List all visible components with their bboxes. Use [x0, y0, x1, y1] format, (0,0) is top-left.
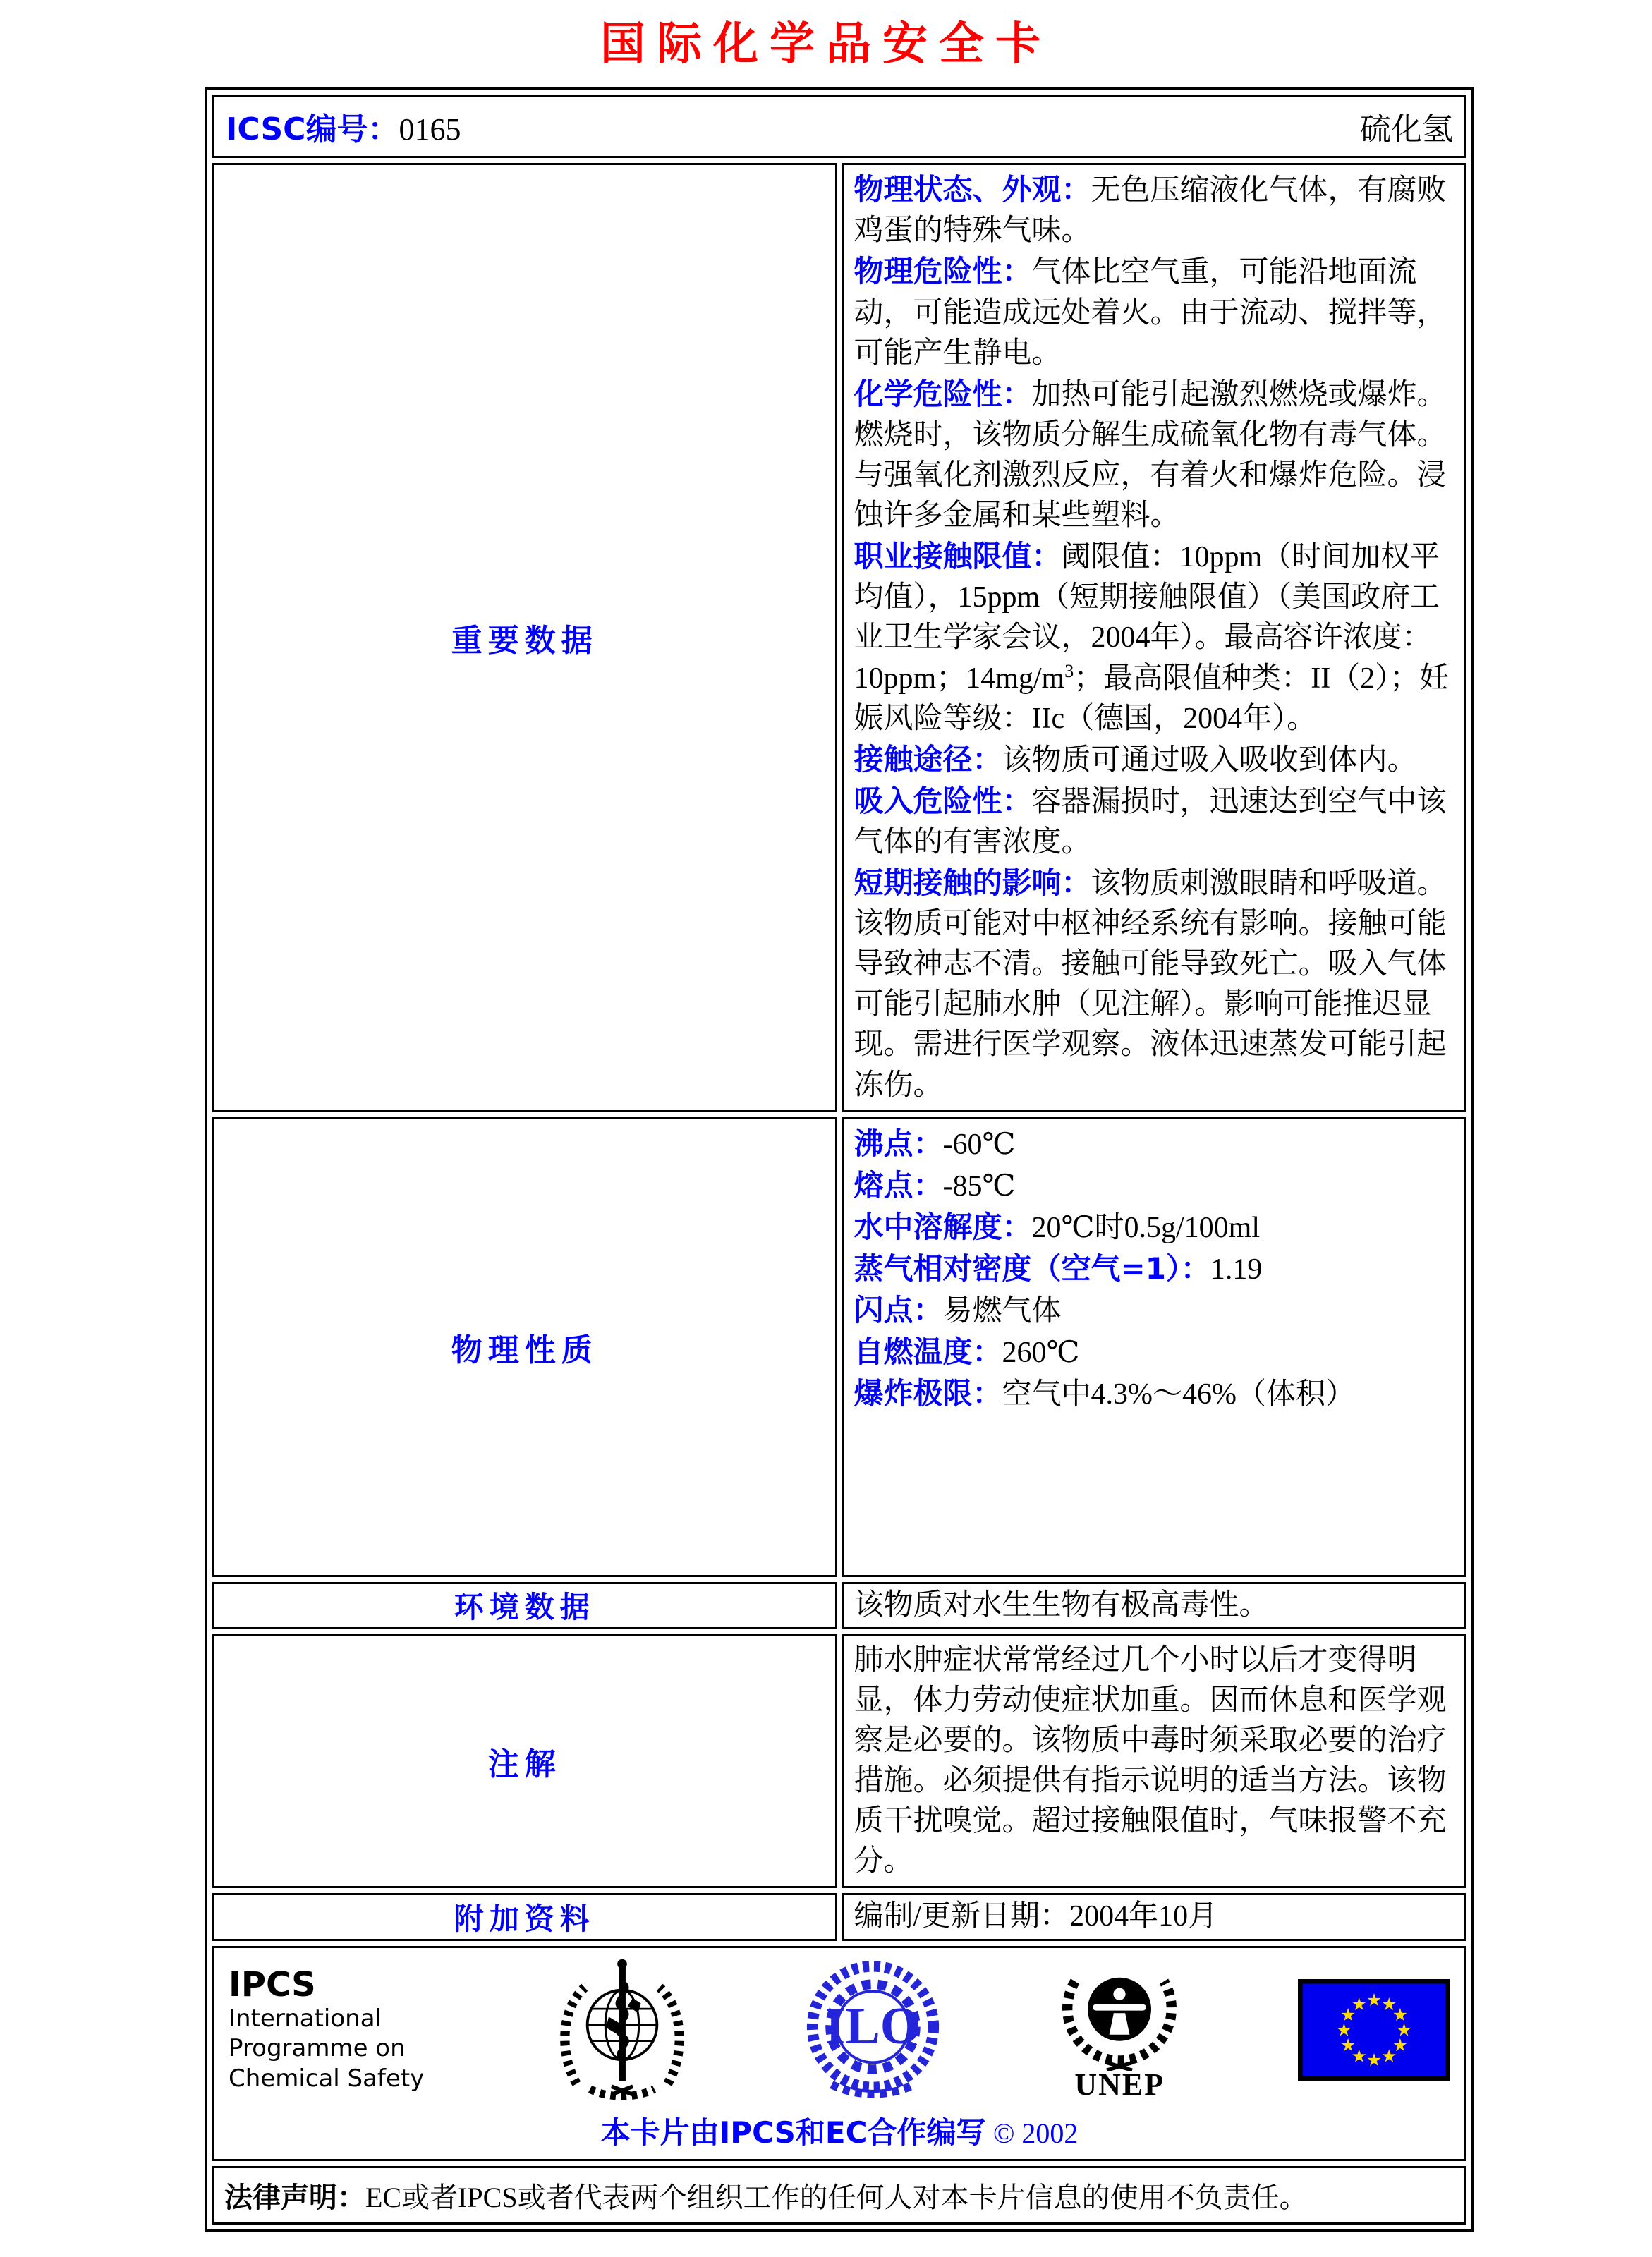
field-value: 20℃时0.5g/100ml	[1031, 1211, 1261, 1244]
svg-text:★: ★	[1340, 2004, 1356, 2026]
field-label: 水中溶解度：	[854, 1209, 1032, 1244]
legal-text: EC或者IPCS或者代表两个组织工作的任何人对本卡片信息的使用不负责任。	[365, 2181, 1308, 2213]
field-label: 爆炸极限：	[854, 1376, 1002, 1411]
field-physical-dangers	[854, 251, 1455, 373]
field-value: 加热可能引起激烈燃烧或爆炸。燃烧时，该物质分解生成硫氧化物有毒气体。与强氧化剂激烈反应，有着火和爆炸危险。浸蚀许多金属和某些塑料。	[854, 378, 1447, 533]
superscript: 3	[1064, 660, 1074, 681]
ilo-logo-icon	[804, 1958, 942, 2103]
field-label: 接触途径：	[854, 741, 1002, 777]
legal-cell	[212, 2166, 1466, 2225]
field-value: -85℃	[942, 1169, 1016, 1203]
eu-flag-icon	[1298, 1979, 1450, 2081]
svg-text:★: ★	[1336, 2019, 1352, 2040]
svg-text:★: ★	[1340, 2034, 1356, 2055]
field-label: 化学危险性：	[854, 376, 1032, 411]
svg-text:★: ★	[1366, 2050, 1383, 2071]
svg-text:★: ★	[1392, 2004, 1408, 2026]
svg-text:★: ★	[1351, 2045, 1367, 2067]
field-value: 气体比空气重，可能沿地面流动，可能造成远处着火。由于流动、搅拌等，可能产生静电。	[854, 256, 1447, 370]
notes-row	[212, 1634, 1466, 1889]
field-boiling-point	[854, 1124, 1455, 1165]
field-occupational-exposure-limits	[854, 536, 1455, 739]
environmental-data-content: 该物质对水生生物有极高毒性。	[842, 1582, 1467, 1629]
logos-row	[212, 1946, 1466, 2161]
field-label: 蒸气相对密度（空气=1）：	[854, 1251, 1210, 1286]
field-label: 沸点：	[854, 1126, 943, 1161]
field-value: 阈限值：10ppm（时间加权平均值），15ppm（短期接触限值）（美国政府工业卫生学家会议，2004年）。最高容许浓度：10ppm；14mg/m	[854, 541, 1440, 695]
physical-properties-row	[212, 1117, 1466, 1577]
svg-text:★: ★	[1381, 1993, 1397, 2014]
field-value: 260℃	[1002, 1337, 1080, 1370]
row-label-environmental-data: 环境数据	[212, 1582, 837, 1629]
field-short-term-effects	[854, 863, 1455, 1106]
who-logo-box	[555, 1958, 689, 2103]
field-value: 容器漏损时，迅速达到空气中该气体的有害浓度。	[854, 785, 1447, 858]
unep-logo-box	[1056, 1958, 1183, 2103]
legal-row	[212, 2166, 1466, 2225]
caption-copyright: © 2002	[992, 2117, 1079, 2149]
ilo-logo-box	[804, 1958, 942, 2103]
field-label: 自燃温度：	[854, 1334, 1002, 1370]
svg-text:★: ★	[1392, 2034, 1408, 2055]
field-value: -60℃	[942, 1128, 1016, 1161]
field-value: 1.19	[1210, 1253, 1263, 1286]
additional-info-content: 编制/更新日期：2004年10月	[842, 1893, 1467, 1940]
field-label: 物理危险性：	[854, 254, 1032, 289]
icsc-card-table	[205, 87, 1474, 2232]
unep-letters: UNEP	[1074, 2067, 1165, 2102]
field-flash-point	[854, 1290, 1455, 1332]
svg-text:★: ★	[1351, 1993, 1367, 2014]
row-label-physical-properties: 物理性质	[212, 1117, 837, 1577]
field-value: ；最高限值种类：II（2）；妊娠风险等级：IIc（德国，2004年）。	[854, 662, 1450, 735]
field-water-solubility	[854, 1207, 1455, 1248]
icsc-number-value: 0165	[399, 112, 461, 147]
field-value: 该物质刺激眼睛和呼吸道。该物质可能对中枢神经系统有影响。接触可能导致神志不清。接触可能导致死亡。吸入气体可能引起肺水肿（见注解）。影响可能推迟显现。需进行医学观察。液体迅速蒸发可能引起冻伤。	[854, 868, 1447, 1102]
ilo-letters: ILO	[825, 1997, 921, 2055]
physical-properties-content	[842, 1117, 1467, 1577]
row-label-additional-info: 附加资料	[212, 1893, 837, 1940]
svg-text:★: ★	[1366, 1990, 1383, 2011]
icsc-number-group	[226, 104, 461, 149]
field-autoignition-temperature	[854, 1332, 1455, 1373]
field-routes-of-exposure	[854, 739, 1455, 781]
svg-text:★: ★	[1381, 2045, 1397, 2067]
ipcs-acronym: IPCS	[229, 1964, 316, 2004]
field-value: 空气中4.3%～46%（体积）	[1002, 1378, 1355, 1411]
cooperation-caption	[214, 2110, 1464, 2152]
field-label: 短期接触的影响：	[854, 865, 1091, 901]
field-label: 吸入危险性：	[854, 783, 1032, 818]
chemical-name: 硫化氢	[1360, 112, 1453, 147]
important-data-content	[842, 163, 1467, 1112]
row-label-important-data: 重要数据	[212, 163, 837, 1112]
field-label: 物理状态、外观：	[854, 172, 1091, 207]
field-value: 无色压缩液化气体，有腐败鸡蛋的特殊气味。	[854, 174, 1447, 248]
field-label: 闪点：	[854, 1293, 943, 1328]
svg-text:★: ★	[1396, 2019, 1412, 2040]
caption-text: 本卡片由IPCS和EC合作编写	[600, 2115, 986, 2150]
logos-strip	[214, 1948, 1464, 2105]
environmental-data-row	[212, 1582, 1466, 1629]
ipcs-line: Programme on	[229, 2034, 406, 2063]
row-label-notes: 注解	[212, 1634, 837, 1889]
field-explosive-limits	[854, 1373, 1455, 1415]
field-value: 该物质可通过吸入吸收到体内。	[1002, 743, 1417, 777]
ipcs-line: International	[229, 2004, 382, 2033]
important-data-row	[212, 163, 1466, 1112]
header-row	[212, 95, 1466, 158]
eu-flag-box	[1298, 1979, 1450, 2081]
logos-cell	[212, 1946, 1466, 2161]
field-melting-point	[854, 1165, 1455, 1207]
field-value: 易燃气体	[942, 1295, 1062, 1328]
field-label: 职业接触限值：	[854, 539, 1062, 574]
field-chemical-dangers	[854, 374, 1455, 536]
field-label: 熔点：	[854, 1167, 943, 1203]
who-logo-icon	[555, 1958, 689, 2103]
additional-info-row	[212, 1893, 1466, 1940]
ipcs-line: Chemical Safety	[229, 2064, 425, 2093]
field-physical-state	[854, 169, 1455, 251]
notes-content: 肺水肿症状常常经过几个小时以后才变得明显，体力劳动使症状加重。因而休息和医学观察是必要的。该物质中毒时须采取必要的治疗措施。必须提供有指示说明的适当方法。该物质干扰嗅觉。超过接触限值时，气味报警不充分。	[842, 1634, 1467, 1889]
header-cell	[212, 95, 1466, 158]
field-inhalation-risk	[854, 781, 1455, 863]
ipcs-text-block	[229, 1966, 440, 2093]
field-vapour-density	[854, 1248, 1455, 1290]
page-title: 国际化学品安全卡	[600, 18, 1052, 71]
unep-logo-icon	[1056, 1958, 1183, 2071]
legal-label: 法律声明：	[224, 2181, 365, 2214]
icsc-number-label: ICSC编号：	[226, 111, 399, 148]
